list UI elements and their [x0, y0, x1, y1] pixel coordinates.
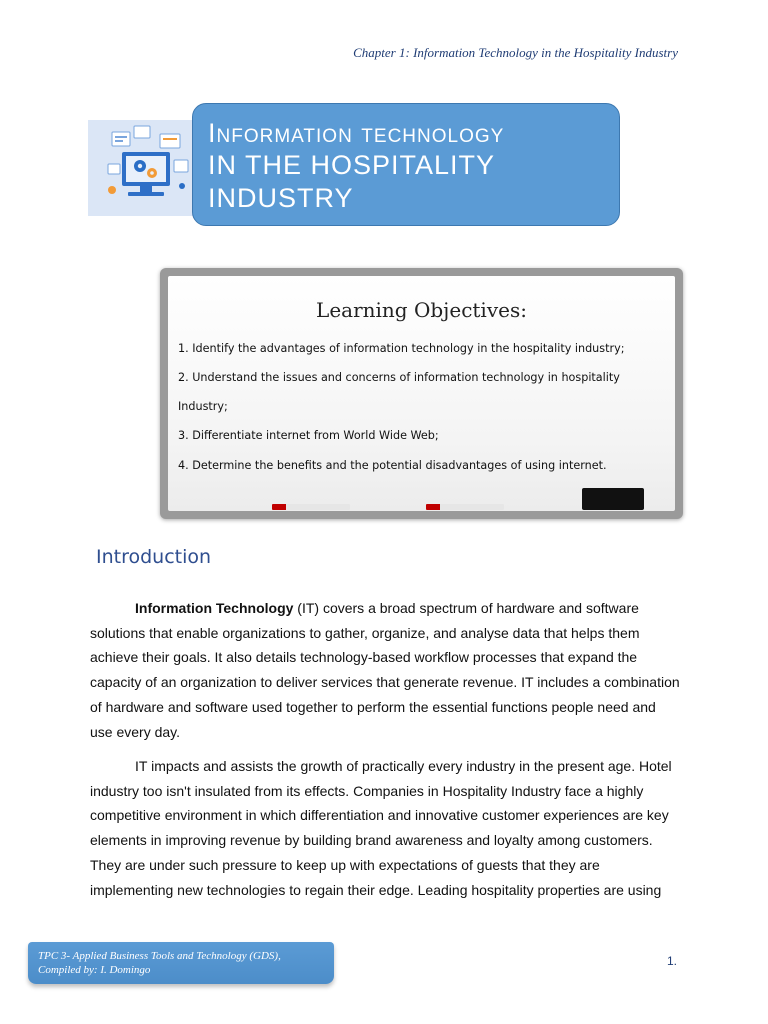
introduction-heading: Introduction: [96, 546, 212, 568]
intro-paragraph-1-text: (IT) covers a broad spectrum of hardware and software solutions that enable organizations to gather, organize, and analyse data that helps them achieve their goals. It also details technology-based workflow processes that expand the capacity of an organization to deliver services that generate revenue. IT includes a combination of hardware and software used together to perform the essential functions people need and use every day.: [90, 600, 680, 740]
intro-paragraph-1: [90, 596, 680, 744]
footer-compiler: Compiled by: I. Domingo: [38, 964, 151, 976]
intro-term: Information Technology: [135, 600, 294, 616]
objective-item-1: 1. Identify the advantages of information technology in the hospitality industry;: [178, 342, 625, 355]
intro-paragraph-2: [90, 754, 680, 902]
computer-gears-icon: [88, 120, 200, 216]
objective-item-2-cont: Industry;: [178, 400, 228, 413]
objective-item-3: 3. Differentiate internet from World Wide Web;: [178, 429, 439, 442]
title-line-3: INDUSTRY: [208, 183, 354, 213]
board-surface: [168, 276, 675, 511]
footer-course-banner: [28, 942, 334, 984]
chalk-middle: [426, 504, 504, 510]
title-banner: [192, 103, 620, 226]
title-line-2: IN THE HOSPITALITY: [208, 150, 496, 180]
learning-objectives-board: [160, 268, 683, 519]
intro-paragraph-2-text: IT impacts and assists the growth of practically every industry in the present age. Hotel industry too isn't insulated from its effects. Companies in Hospitality Industry face a highly competitive environment in which differentiation and innovative customer experiences are key elements in improving revenue by building brand awareness and loyalty among customers. They are under such pressure to keep up with expectations of guests that they are implementing new technologies to regain their edge. Leading hospitality properties are using: [90, 758, 672, 898]
objective-item-4: 4. Determine the benefits and the potential disadvantages of using internet.: [178, 459, 607, 472]
page-number: 1.: [667, 954, 678, 968]
title-line-1: Information technology: [208, 118, 505, 148]
chapter-header: Chapter 1: Information Technology in the Hospitality Industry: [353, 45, 678, 60]
chalk-left: [272, 504, 350, 510]
footer-text: [38, 949, 281, 977]
computer-illustration: [88, 120, 200, 216]
footer-course: TPC 3- Applied Business Tools and Technology (GDS),: [38, 950, 281, 962]
objective-item-2: 2. Understand the issues and concerns of information technology in hospitality: [178, 371, 620, 384]
learning-objectives-heading: Learning Objectives:: [316, 298, 527, 322]
board-eraser: [582, 488, 644, 510]
